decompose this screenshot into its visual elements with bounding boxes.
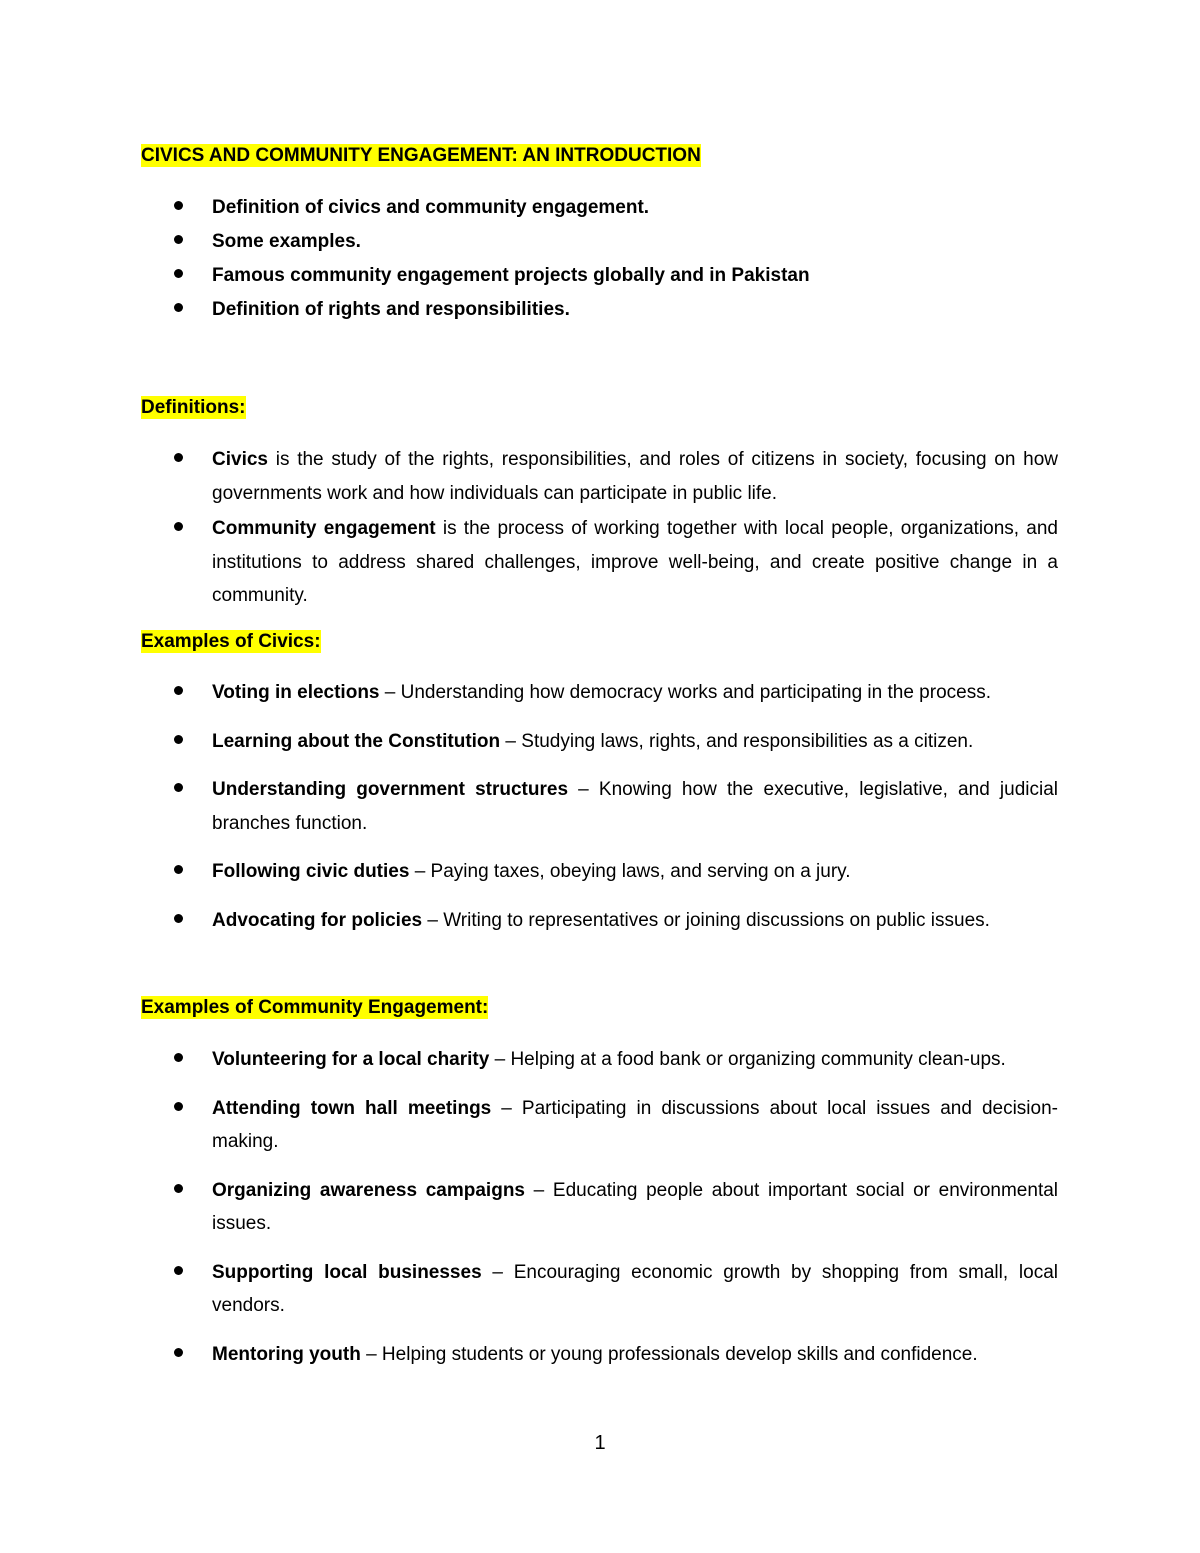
list-item	[0, 1338, 1058, 1372]
list-item: Definition of civics and community engagement.	[0, 191, 1058, 225]
page-number: 1	[594, 1432, 606, 1454]
civics-examples-list	[0, 676, 1200, 952]
example-text: – Writing to representatives or joining discussions on public issues.	[422, 909, 990, 931]
example-term: Organizing awareness campaigns	[212, 1179, 525, 1201]
example-text: – Encouraging economic growth by shopping from small, local vendors.	[212, 1261, 1058, 1316]
example-term: Volunteering for a local charity	[212, 1049, 490, 1070]
bullet-icon	[174, 1053, 183, 1062]
list-item	[0, 1043, 1058, 1077]
example-term: Following civic duties	[212, 861, 410, 882]
list-item: Definition of rights and responsibilities.	[0, 293, 1058, 327]
document-title-block	[141, 141, 701, 171]
example-term: Mentoring youth	[212, 1343, 361, 1365]
list-item	[0, 1174, 1058, 1241]
community-examples-list	[0, 1043, 1200, 1386]
list-item: Some examples.	[0, 225, 1058, 259]
intro-list	[0, 191, 1200, 327]
community-examples-heading-block	[141, 993, 488, 1023]
civics-examples-heading-block	[141, 627, 321, 657]
definitions-heading: Definitions:	[141, 397, 246, 418]
bullet-icon	[174, 686, 183, 695]
list-item	[0, 855, 1058, 889]
bullet-icon	[174, 235, 183, 244]
definition-text: is the study of the rights, responsibilities, and roles of citizens in society, focusing on how governments work and how individuals can participate in public life.	[212, 449, 1058, 504]
example-term: Voting in elections	[212, 682, 380, 703]
bullet-icon	[174, 453, 183, 462]
example-term: Learning about the Constitution	[212, 730, 501, 752]
bullet-icon	[174, 914, 183, 923]
example-text: – Understanding how democracy works and participating in the process.	[379, 682, 991, 703]
example-text: – Helping at a food bank or organizing community clean-ups.	[489, 1049, 1006, 1070]
list-item	[0, 1092, 1058, 1159]
list-item	[0, 904, 1058, 938]
example-text: – Educating people about important social or environmental issues.	[212, 1179, 1059, 1234]
example-term: Advocating for policies	[212, 909, 423, 931]
example-text: – Helping students or young professionals develop skills and confidence.	[360, 1343, 978, 1365]
list-item	[0, 725, 1058, 759]
bullet-icon	[174, 522, 183, 531]
definitions-list	[0, 443, 1200, 615]
civics-examples-heading: Examples of Civics:	[141, 631, 321, 652]
bullet-icon	[174, 865, 183, 874]
example-text: – Participating in discussions about local issues and decision-making.	[212, 1097, 1058, 1152]
bullet-icon	[174, 1102, 183, 1111]
bullet-icon	[174, 303, 183, 312]
document-title: CIVICS AND COMMUNITY ENGAGEMENT: AN INTRODUCTION	[141, 145, 701, 166]
community-examples-heading: Examples of Community Engagement:	[141, 997, 489, 1018]
example-text: – Studying laws, rights, and responsibilities as a citizen.	[500, 730, 974, 752]
bullet-icon	[174, 735, 183, 744]
bullet-icon	[174, 269, 183, 278]
list-item	[0, 443, 1058, 510]
example-term: Understanding government structures	[212, 779, 569, 800]
example-term: Supporting local businesses	[212, 1261, 482, 1283]
example-text: – Paying taxes, obeying laws, and serving on a jury.	[409, 861, 851, 882]
bullet-icon	[174, 1348, 183, 1357]
bullet-icon	[174, 1184, 183, 1193]
bullet-icon	[174, 1266, 183, 1275]
list-item	[0, 773, 1058, 840]
bullet-icon	[174, 783, 183, 792]
list-item	[0, 1256, 1058, 1323]
definition-text: is the process of working together with local people, organizations, and institutions to address shared challenges, improve well-being, and create positive change in a community.	[212, 518, 1058, 606]
list-item: Famous community engagement projects globally and in Pakistan	[0, 259, 1058, 293]
list-item	[0, 676, 1058, 710]
definition-term: Community engagement	[212, 518, 436, 539]
example-term: Attending town hall meetings	[212, 1097, 492, 1119]
definition-term: Civics	[212, 449, 268, 470]
list-item	[0, 512, 1058, 613]
example-text: – Knowing how the executive, legislative, and judicial branches function.	[212, 779, 1058, 834]
definitions-heading-block	[141, 393, 246, 423]
bullet-icon	[174, 201, 183, 210]
